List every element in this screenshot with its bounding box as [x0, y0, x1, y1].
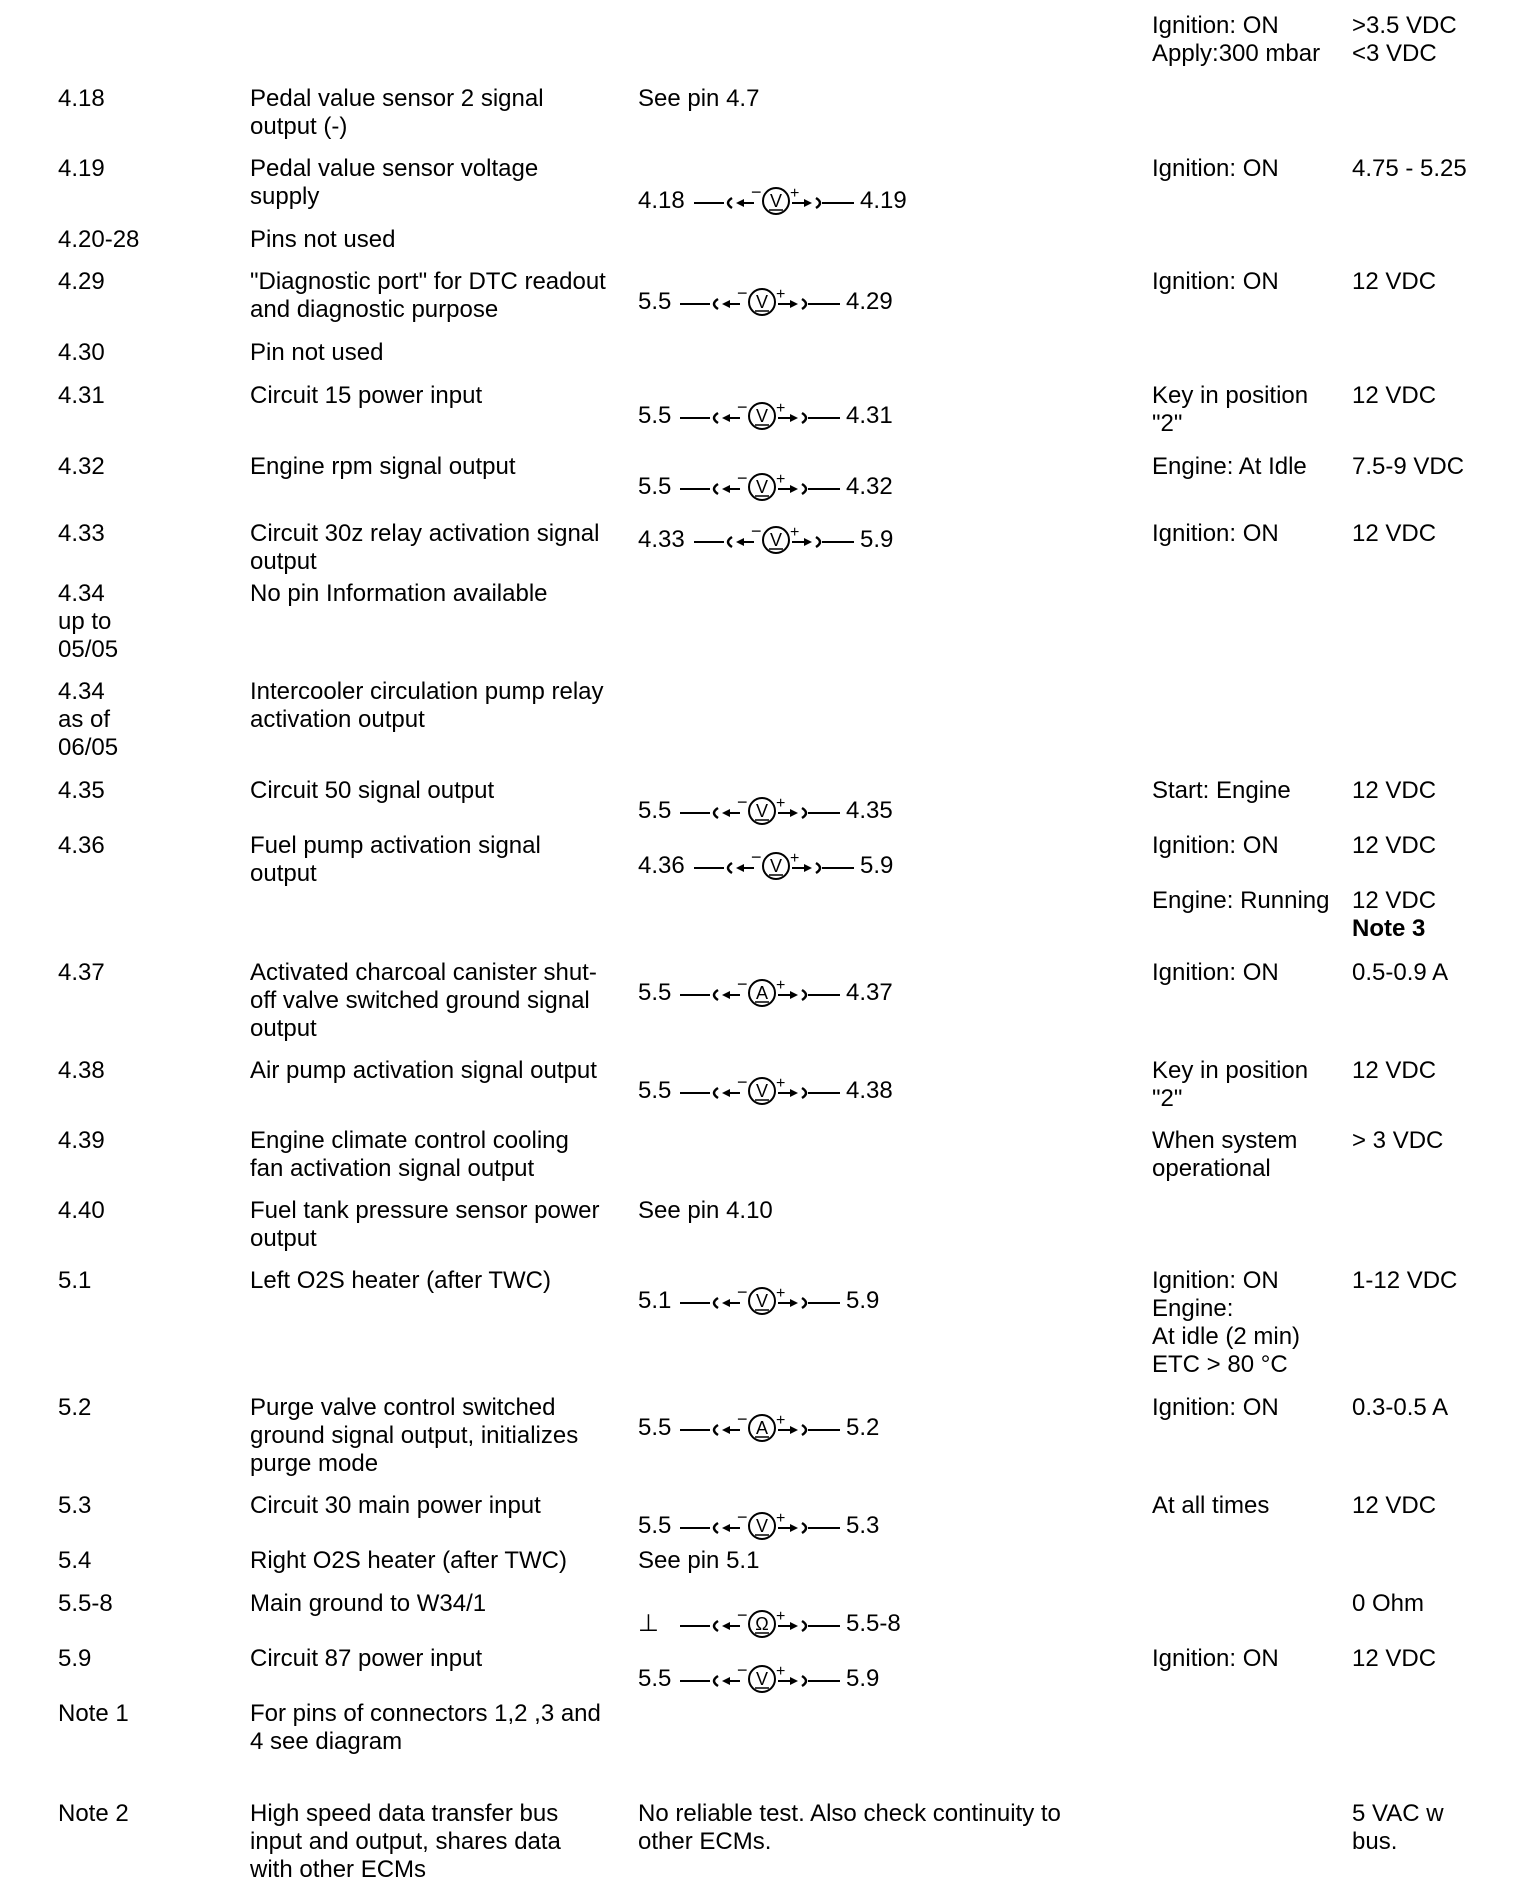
- expected-value: 12 VDC: [1352, 268, 1437, 295]
- meter-left-pin: 4.36: [638, 852, 685, 879]
- expected-value: 12 VDC: [1352, 832, 1437, 859]
- test-condition: Ignition: ON: [1152, 268, 1279, 295]
- test-condition: At all times: [1152, 1492, 1270, 1519]
- svg-text:−: −: [737, 974, 748, 994]
- meter-left-pin: 5.5: [638, 473, 672, 500]
- pin-description: Right O2S heater (after TWC): [250, 1547, 567, 1574]
- pin-description: Engine climate control cooling fan activation signal output: [250, 1127, 569, 1182]
- svg-text:+: +: [790, 850, 800, 867]
- pin-description: Air pump activation signal output: [250, 1057, 597, 1084]
- pin-description: Fuel pump activation signal output: [250, 832, 541, 887]
- svg-text:+: +: [776, 1663, 786, 1680]
- pin-description: No pin Information available: [250, 580, 548, 607]
- pin-description: Engine rpm signal output: [250, 453, 516, 480]
- pin-number: 5.1: [58, 1267, 92, 1294]
- expected-value-text: 12 VDC: [1352, 887, 1437, 914]
- pin-description: Left O2S heater (after TWC): [250, 1267, 551, 1294]
- svg-text:−: −: [737, 283, 748, 303]
- svg-text:+: +: [776, 1608, 786, 1625]
- meter-unit-symbol: V: [769, 191, 783, 211]
- svg-text:+: +: [790, 185, 800, 202]
- pin-number: 5.3: [58, 1492, 92, 1519]
- expected-value: 7.5-9 VDC: [1352, 453, 1465, 480]
- expected-value: 12 VDC: [1352, 520, 1437, 547]
- pin-description: Pedal value sensor voltage supply: [250, 155, 539, 210]
- meter-unit-symbol: V: [755, 1081, 769, 1101]
- expected-value: 0.3-0.5 A: [1352, 1394, 1449, 1421]
- test-instruction: See pin 5.1: [638, 1547, 760, 1574]
- meter-unit-symbol: V: [755, 1669, 769, 1689]
- meter-right-pin: 5.3: [846, 1512, 880, 1539]
- pin-number: 4.38: [58, 1057, 105, 1084]
- pin-number: 4.30: [58, 339, 105, 366]
- expected-value: 4.75 - 5.25: [1352, 155, 1467, 182]
- meter-right-pin: 5.9: [846, 1287, 880, 1314]
- meter-icon: [638, 1660, 938, 1707]
- meter-unit-symbol: V: [755, 477, 769, 497]
- svg-text:−: −: [737, 1605, 748, 1625]
- pin-description: Pedal value sensor 2 signal output (-): [250, 85, 544, 140]
- test-condition: Engine: Running: [1152, 887, 1330, 914]
- pin-number: 4.40: [58, 1197, 105, 1224]
- meter-left-pin: 4.33: [638, 526, 685, 553]
- test-condition: Ignition: ON: [1152, 155, 1279, 182]
- meter-unit-symbol: V: [769, 530, 783, 550]
- meter-left-pin: 5.5: [638, 1077, 672, 1104]
- svg-text:+: +: [776, 400, 786, 417]
- svg-text:−: −: [737, 1072, 748, 1092]
- pin-number: 5.2: [58, 1394, 92, 1421]
- meter-symbol: [638, 846, 1058, 906]
- svg-text:−: −: [737, 1507, 748, 1527]
- meter-icon: [638, 1282, 938, 1329]
- meter-symbol: [638, 467, 1058, 527]
- meter-left-pin: 5.5: [638, 797, 672, 824]
- svg-text:−: −: [737, 397, 748, 417]
- meter-unit-symbol: Ω: [755, 1614, 769, 1634]
- meter-icon: [638, 974, 938, 1021]
- test-condition: Key in position "2": [1152, 382, 1309, 437]
- pin-number: 4.18: [58, 85, 105, 112]
- meter-unit-symbol: A: [755, 1418, 769, 1438]
- svg-text:+: +: [776, 286, 786, 303]
- meter-symbol: [638, 282, 1058, 342]
- pin-number: 5.9: [58, 1645, 92, 1672]
- pin-description: Circuit 30 main power input: [250, 1492, 541, 1519]
- note-reference: Note 3: [1352, 915, 1426, 942]
- meter-symbol: [638, 396, 1058, 456]
- expected-value: 12 VDC: [1352, 777, 1437, 804]
- svg-text:+: +: [776, 1412, 786, 1429]
- meter-right-pin: 4.37: [846, 979, 893, 1006]
- pin-description: Main ground to W34/1: [250, 1590, 487, 1617]
- pin-number: 4.37: [58, 959, 105, 986]
- meter-right-pin: 5.2: [846, 1414, 880, 1441]
- test-instruction: See pin 4.7: [638, 85, 760, 112]
- meter-icon: [638, 397, 938, 444]
- test-condition: When system operational: [1152, 1127, 1298, 1182]
- meter-unit-symbol: V: [755, 1291, 769, 1311]
- pin-number: 5.4: [58, 1547, 92, 1574]
- meter-right-pin: 4.35: [846, 797, 893, 824]
- pin-number: 4.39: [58, 1127, 105, 1154]
- meter-icon: [638, 792, 938, 839]
- pin-description: High speed data transfer bus input and output, shares data with other ECMs: [250, 1800, 561, 1883]
- meter-icon: [638, 283, 938, 330]
- svg-text:+: +: [776, 795, 786, 812]
- test-condition: Ignition: ON: [1152, 1394, 1279, 1421]
- meter-unit-symbol: V: [755, 801, 769, 821]
- meter-icon: [638, 468, 938, 515]
- pin-number: 5.5-8: [58, 1590, 113, 1617]
- meter-right-pin: 5.9: [860, 852, 894, 879]
- test-condition: Ignition: ON: [1152, 959, 1279, 986]
- meter-right-pin: 5.9: [846, 1665, 880, 1692]
- svg-text:−: −: [751, 182, 762, 202]
- svg-text:+: +: [776, 977, 786, 994]
- meter-symbol: [638, 1604, 1058, 1664]
- expected-value: >3.5 VDC <3 VDC: [1352, 12, 1457, 67]
- svg-text:−: −: [737, 1282, 748, 1302]
- test-condition: Engine: At Idle: [1152, 453, 1307, 480]
- meter-left-pin: 5.5: [638, 1512, 672, 1539]
- pin-description: Pins not used: [250, 226, 396, 253]
- svg-text:−: −: [737, 468, 748, 488]
- meter-left-pin: 5.5: [638, 402, 672, 429]
- svg-text:+: +: [790, 524, 800, 541]
- pin-number: 4.33: [58, 520, 105, 547]
- test-condition: Ignition: ON Apply:300 mbar: [1152, 12, 1321, 67]
- meter-right-pin: 4.38: [846, 1077, 893, 1104]
- svg-text:−: −: [751, 847, 762, 867]
- test-condition: Key in position "2": [1152, 1057, 1309, 1112]
- pin-description: Intercooler circulation pump relay activation output: [250, 678, 604, 733]
- meter-left-pin: 5.1: [638, 1287, 672, 1314]
- meter-right-pin: 4.29: [846, 288, 893, 315]
- pin-number: 4.32: [58, 453, 105, 480]
- pin-number: 4.36: [58, 832, 105, 859]
- meter-right-pin: 5.5-8: [846, 1610, 901, 1637]
- meter-symbol: [638, 520, 1058, 580]
- svg-text:+: +: [776, 1510, 786, 1527]
- pin-description: Pin not used: [250, 339, 384, 366]
- svg-text:+: +: [776, 1075, 786, 1092]
- meter-icon: [638, 1409, 938, 1456]
- meter-unit-symbol: V: [755, 1516, 769, 1536]
- pin-description: Circuit 87 power input: [250, 1645, 483, 1672]
- meter-symbol: [638, 181, 1058, 241]
- meter-icon: [638, 1072, 938, 1119]
- expected-value: 5 VAC w bus.: [1352, 1800, 1444, 1855]
- meter-left-pin: ⊥: [638, 1610, 659, 1637]
- test-instruction: See pin 4.10: [638, 1197, 773, 1224]
- meter-right-pin: 5.9: [860, 526, 894, 553]
- svg-text:−: −: [751, 521, 762, 541]
- meter-left-pin: 5.5: [638, 1665, 672, 1692]
- expected-value: 0.5-0.9 A: [1352, 959, 1449, 986]
- pin-number: 4.34 as of 06/05: [58, 678, 119, 761]
- meter-right-pin: 4.32: [846, 473, 893, 500]
- test-instruction: No reliable test. Also check continuity to other ECMs.: [638, 1800, 1061, 1855]
- meter-symbol: [638, 1408, 1058, 1468]
- svg-text:−: −: [737, 792, 748, 812]
- expected-value: 0 Ohm: [1352, 1590, 1425, 1617]
- pin-number: 4.29: [58, 268, 105, 295]
- test-condition: Start: Engine: [1152, 777, 1291, 804]
- pin-description: Fuel tank pressure sensor power output: [250, 1197, 600, 1252]
- pin-description: For pins of connectors 1,2 ,3 and 4 see diagram: [250, 1700, 601, 1755]
- meter-unit-symbol: V: [769, 856, 783, 876]
- pin-description: Purge valve control switched ground signal output, initializes purge mode: [250, 1394, 579, 1477]
- test-condition: Ignition: ON: [1152, 1645, 1279, 1672]
- pin-description: Activated charcoal canister shut- off valve switched ground signal output: [250, 959, 597, 1042]
- pin-number: 4.20-28: [58, 226, 140, 253]
- pin-description: Circuit 30z relay activation signal output: [250, 520, 600, 575]
- meter-symbol: [638, 1659, 1058, 1719]
- meter-symbol: [638, 1281, 1058, 1341]
- expected-value: 12 VDC: [1352, 382, 1437, 409]
- meter-left-pin: 5.5: [638, 979, 672, 1006]
- expected-value: [1352, 887, 1520, 943]
- pin-number: 4.31: [58, 382, 105, 409]
- expected-value: 12 VDC: [1352, 1645, 1437, 1672]
- svg-text:+: +: [776, 471, 786, 488]
- meter-right-pin: 4.19: [860, 187, 907, 214]
- svg-text:+: +: [776, 1285, 786, 1302]
- expected-value: 12 VDC: [1352, 1057, 1437, 1084]
- meter-symbol: [638, 1071, 1058, 1131]
- pin-description: "Diagnostic port" for DTC readout and diagnostic purpose: [250, 268, 606, 323]
- pin-number: 4.35: [58, 777, 105, 804]
- test-condition: Ignition: ON: [1152, 520, 1279, 547]
- meter-right-pin: 4.31: [846, 402, 893, 429]
- test-condition: Ignition: ON: [1152, 832, 1279, 859]
- meter-left-pin: 5.5: [638, 1414, 672, 1441]
- pin-number: Note 2: [58, 1800, 129, 1827]
- meter-symbol: [638, 973, 1058, 1033]
- meter-symbol: [638, 791, 1058, 851]
- pin-number: Note 1: [58, 1700, 129, 1727]
- expected-value: 1-12 VDC: [1352, 1267, 1458, 1294]
- pin-description: Circuit 15 power input: [250, 382, 483, 409]
- pin-number: 4.34 up to 05/05: [58, 580, 119, 663]
- meter-left-pin: 4.18: [638, 187, 685, 214]
- pin-number: 4.19: [58, 155, 105, 182]
- meter-unit-symbol: A: [755, 983, 769, 1003]
- expected-value: 12 VDC: [1352, 1492, 1437, 1519]
- meter-unit-symbol: V: [755, 292, 769, 312]
- meter-unit-symbol: V: [755, 406, 769, 426]
- svg-text:−: −: [737, 1409, 748, 1429]
- pin-description: Circuit 50 signal output: [250, 777, 495, 804]
- meter-left-pin: 5.5: [638, 288, 672, 315]
- svg-text:−: −: [737, 1660, 748, 1680]
- expected-value: > 3 VDC: [1352, 1127, 1444, 1154]
- test-condition: Ignition: ON Engine: At idle (2 min) ETC > 80 °C: [1152, 1267, 1301, 1378]
